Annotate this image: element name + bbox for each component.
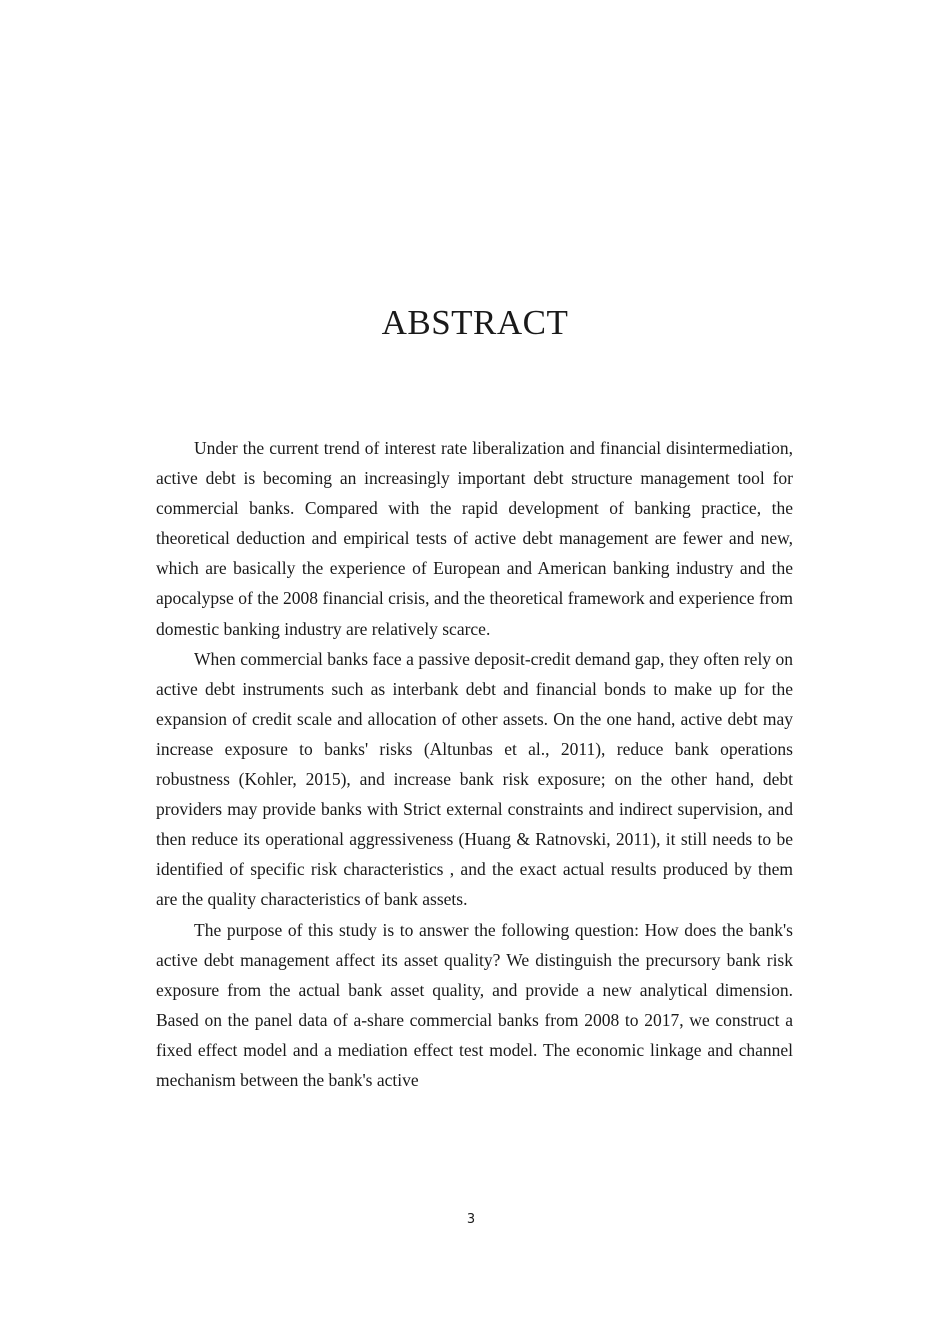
abstract-paragraph-3: The purpose of this study is to answer the following question: How does the bank's active debt management affect its asset quality? We distinguish the precursory bank risk exposure from the actual bank asset quality, and provide a new analytical dimension. Based on the panel data of a-share commercial banks from 2008 to 2017, we construct a fixed effect model and a mediation effect test model. The economic linkage and channel mechanism between the bank's active xyxy=(156,919,793,1090)
abstract-body xyxy=(156,433,793,1095)
abstract-title: ABSTRACT xyxy=(381,303,569,342)
page-number: 3 xyxy=(466,1212,476,1227)
abstract-paragraph-2: When commercial banks face a passive deposit-credit demand gap, they often rely on active debt instruments such as interbank debt and financial bonds to make up for the expansion of credit scale and allocation of other assets. On the one hand, active debt may increase exposure to banks' risks (Altunbas et al., 2011), reduce bank operations robustness (Kohler, 2015), and increase bank risk exposure; on the other hand, debt providers may provide banks with Strict external constraints and indirect supervision, and then reduce its operational aggressiveness (Huang & Ratnovski, 2011), it still needs to be identified of specific risk characteristics , and the exact actual results produced by them are the quality characteristics of bank assets. xyxy=(156,648,793,910)
abstract-paragraph-1: Under the current trend of interest rate liberalization and financial disintermediation, active debt is becoming an increasingly important debt structure management tool for commercial banks. Compared with the rapid development of banking practice, the theoretical deduction and empirical tests of active debt management are fewer and new, which are basically the experience of European and American banking industry and the apocalypse of the 2008 financial crisis, and the theoretical framework and experience from domestic banking industry are relatively scarce. xyxy=(156,438,793,639)
